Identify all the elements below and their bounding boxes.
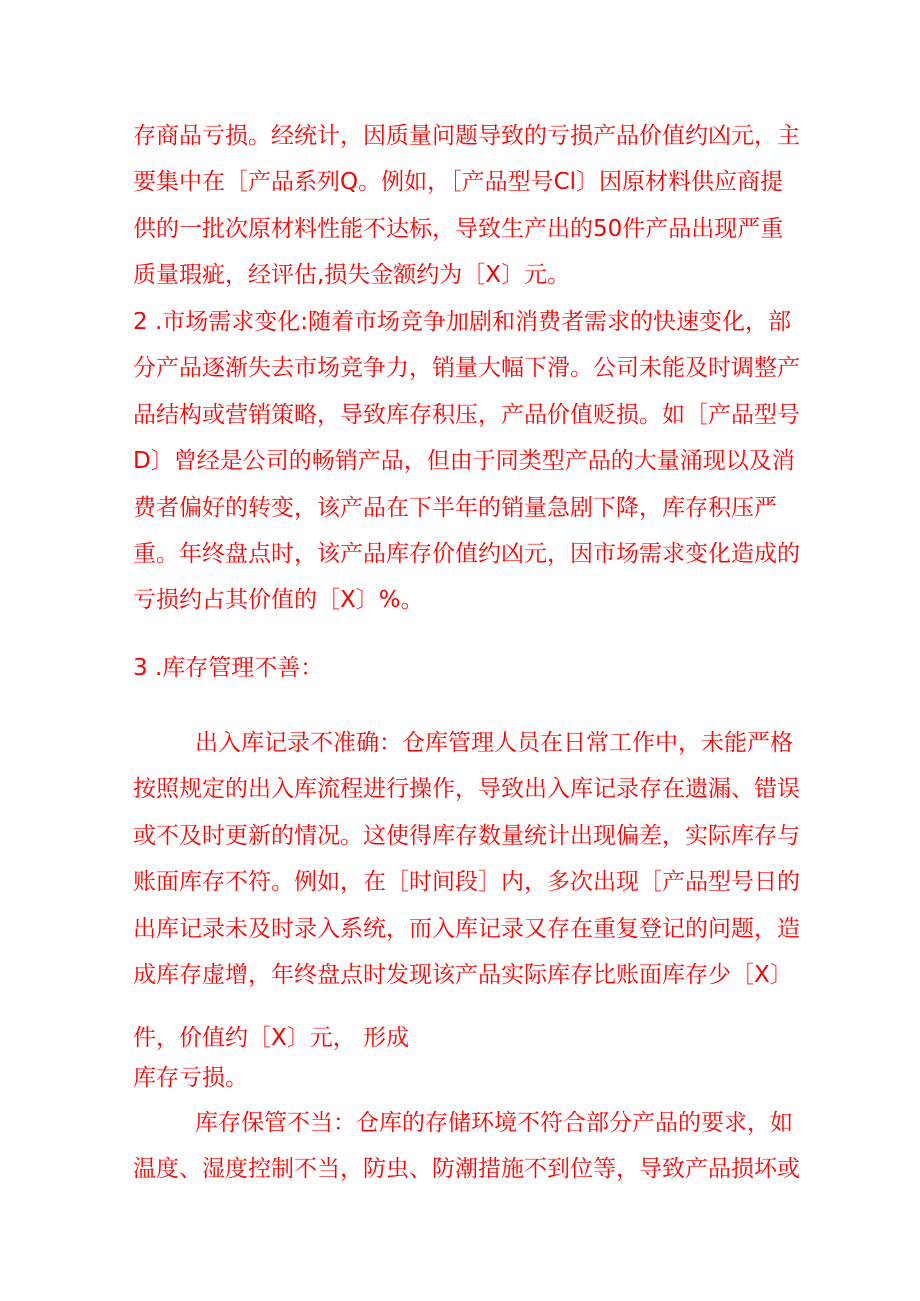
paragraph-improper-storage: 库存保管不当：仓库的存储环境不符合部分产品的要求，如温度、湿度控制不当，防虫、防潮措施不到位等，导致产品损坏或 (133, 1110, 800, 1183)
paragraph-inaccurate-records: 出入库记录不准确：仓库管理人员在日常工作中，未能严格按照规定的出入库流程进行操作，导致出入库记录存在遗漏、错误或不及时更新的情况。这使得库存数量统计出现偏差，实际库存与账面库存不符。例如，在［时间段］内，多次出现［产品型号日的出库记录未及时录入系统，而入库记录又存在重复登记的问题，造成库存虚增，年终盘点时发现该产品实际库存比账面库存少［X〕 (133, 730, 800, 989)
section-heading-inventory-management: 3 .库存管理不善： (133, 655, 324, 681)
paragraph-quality-loss: 存商品亏损。经统计，因质量问题导致的亏损产品价值约凶元，主要集中在［产品系列Q。例如，［产品型号Cl〕因原材料供应商提供的一批次原材料性能不达标，导致生产出的50件产品出现严重质量瑕疵，经评估,损失金额约为［X〕元。 (133, 123, 800, 289)
paragraph-inventory-loss: 库存亏损。 (133, 1065, 248, 1091)
paragraph-market-demand: 2 .市场需求变化:随着市场竞争加剧和消费者需求的快速变化，部分产品逐渐失去市场竞争力，销量大幅下滑。公司未能及时调整产品结构或营销策略，导致库存积压，产品价值贬损。如［产品型号D〕曾经是公司的畅销产品，但由于同类型产品的大量涌现以及消费者偏好的转变，该产品在下半年的销量急剧下降，库存积压严重。年终盘点时，该产品库存价值约凶元，因市场需求变化造成的亏损约占其价值的［X〕%。 (133, 309, 800, 614)
paragraph-value-line: 件，价值约［X〕元， 形成 (133, 1025, 410, 1051)
